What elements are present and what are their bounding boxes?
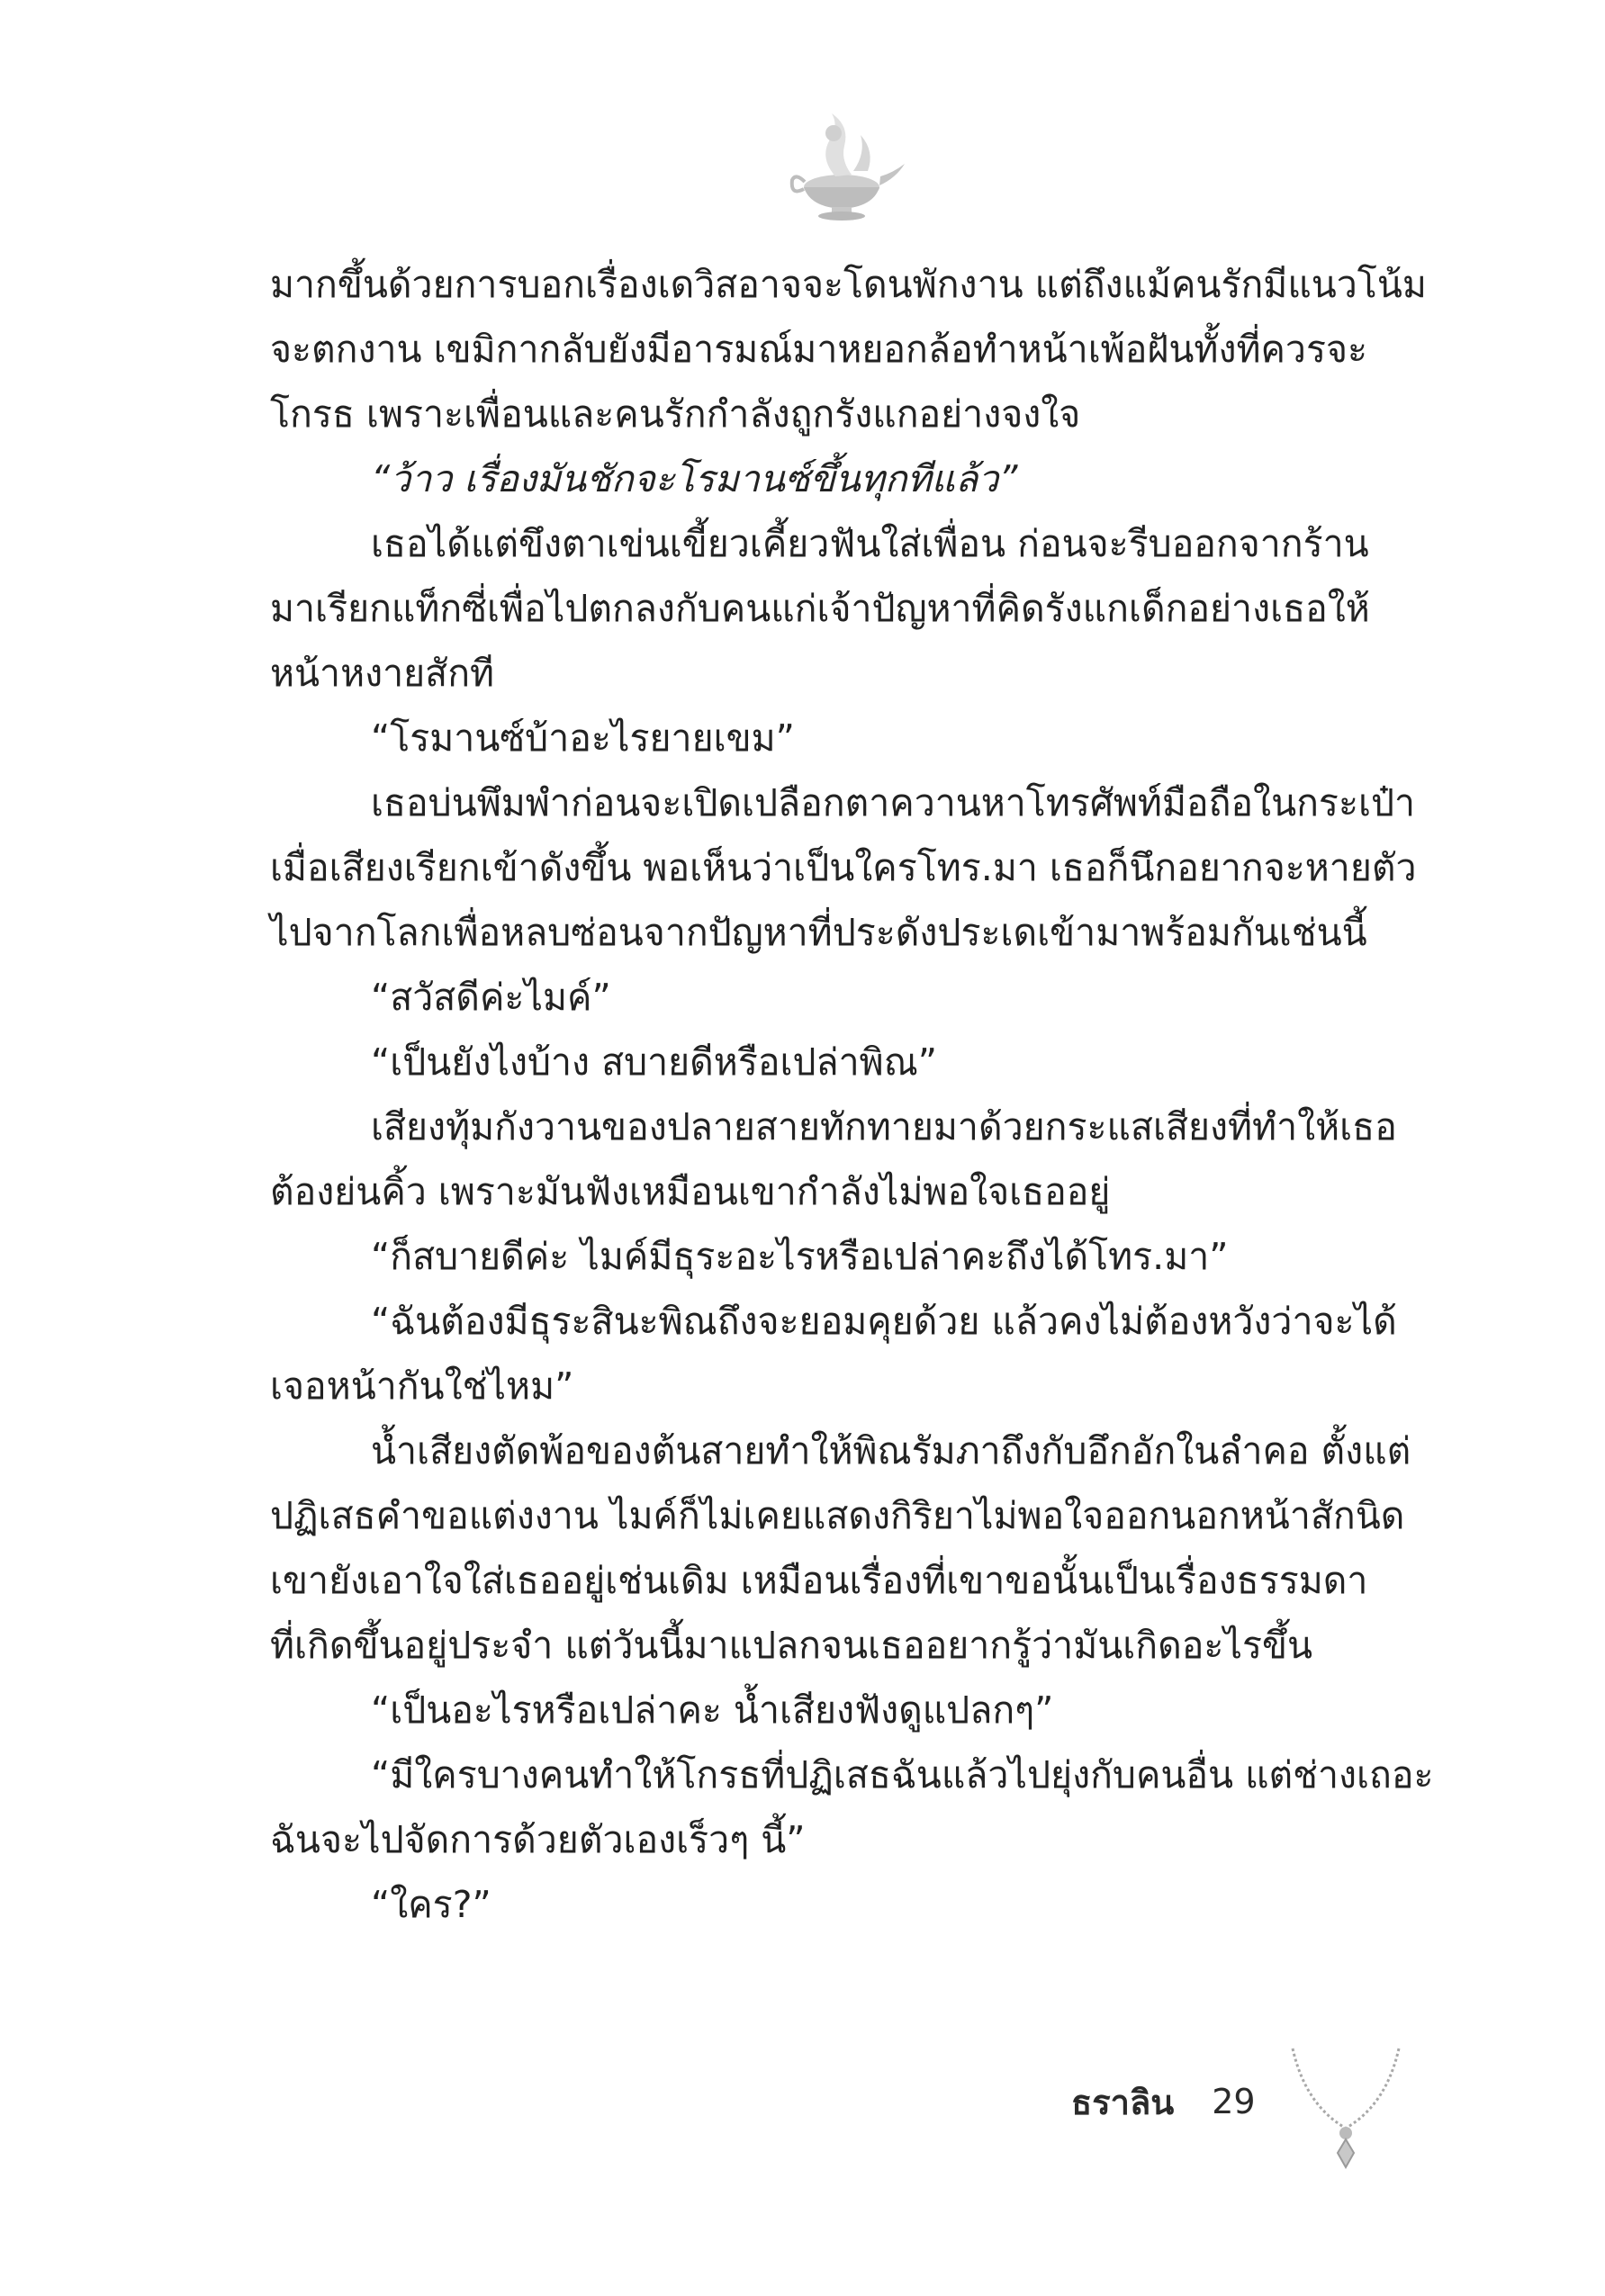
paragraph-line: ไปจากโลกเพื่อหลบซ่อนจากปัญหาที่ประดังประเดเข้ามาพร้อมกันเช่นนี้ bbox=[270, 911, 1367, 954]
genie-lamp-icon bbox=[774, 108, 909, 225]
chapter-text bbox=[270, 252, 1434, 1937]
necklace-icon bbox=[1287, 2041, 1404, 2176]
paragraph-line: เธอได้แต่ขึงตาเข่นเขี้ยวเคี้ยวฟันใส่เพื่อน ก่อนจะรีบออกจากร้าน bbox=[371, 522, 1369, 565]
paragraph-line: น้ำเสียงตัดพ้อของต้นสายทำให้พิณรัมภาถึงกับอึกอักในลำคอ ตั้งแต่ bbox=[371, 1429, 1411, 1472]
paragraph-line: ต้องย่นคิ้ว เพราะมันฟังเหมือนเขากำลังไม่พอใจเธออยู่ bbox=[270, 1170, 1111, 1213]
paragraph-line: โกรธ เพราะเพื่อนและคนรักกำลังถูกรังแกอย่างจงใจ bbox=[270, 392, 1081, 436]
paragraph-line: หน้าหงายสักที bbox=[270, 652, 495, 695]
paragraph-line: ฉันจะไปจัดการด้วยตัวเองเร็วๆ นี้” bbox=[270, 1818, 806, 1861]
paragraph-line: “สวัสดีค่ะไมค์” bbox=[371, 976, 611, 1019]
page-footer bbox=[1071, 2070, 1256, 2133]
paragraph-line: “เป็นอะไรหรือเปล่าคะ น้ำเสียงฟังดูแปลกๆ” bbox=[371, 1688, 1054, 1732]
paragraph-line: “ว้าว เรื่องมันชักจะโรมานซ์ขึ้นทุกทีแล้ว” bbox=[371, 457, 1018, 500]
paragraph-line: ที่เกิดขึ้นอยู่ประจำ แต่วันนี้มาแปลกจนเธออยากรู้ว่ามันเกิดอะไรขึ้น bbox=[270, 1624, 1313, 1667]
paragraph-line: เขายังเอาใจใส่เธออยู่เช่นเดิม เหมือนเรื่องที่เขาขอนั้นเป็นเรื่องธรรมดา bbox=[270, 1559, 1368, 1602]
paragraph-line: ปฏิเสธคำขอแต่งงาน ไมค์ก็ไม่เคยแสดงกิริยาไม่พอใจออกนอกหน้าสักนิด bbox=[270, 1494, 1405, 1537]
paragraph-line: จะตกงาน เขมิกากลับยังมีอารมณ์มาหยอกล้อทำหน้าเพ้อฝันทั้งที่ควรจะ bbox=[270, 328, 1368, 371]
paragraph-line: เจอหน้ากันใช่ไหม” bbox=[270, 1364, 574, 1408]
page-number: 29 bbox=[1212, 2082, 1256, 2121]
author-name: ธราลิน bbox=[1071, 2082, 1175, 2122]
paragraph-line: มากขึ้นด้วยการบอกเรื่องเดวิสอาจจะโดนพักงาน แต่ถึงแม้คนรักมีแนวโน้ม bbox=[270, 263, 1427, 306]
paragraph-line: “ก็สบายดีค่ะ ไมค์มีธุระอะไรหรือเปล่าคะถึงได้โทร.มา” bbox=[371, 1235, 1229, 1278]
paragraph-line: “ฉันต้องมีธุระสินะพิณถึงจะยอมคุยด้วย แล้วคงไม่ต้องหวังว่าจะได้ bbox=[371, 1300, 1397, 1343]
paragraph-line: เสียงทุ้มกังวานของปลายสายทักทายมาด้วยกระแสเสียงที่ทำให้เธอ bbox=[371, 1105, 1397, 1148]
paragraph-line: “โรมานซ์บ้าอะไรยายเขม” bbox=[371, 716, 795, 760]
paragraph-line: “เป็นยังไงบ้าง สบายดีหรือเปล่าพิณ” bbox=[371, 1040, 937, 1084]
paragraph-line: เมื่อเสียงเรียกเข้าดังขึ้น พอเห็นว่าเป็นใครโทร.มา เธอก็นึกอยากจะหายตัว bbox=[270, 846, 1417, 889]
paragraph-line: “ใคร?” bbox=[371, 1883, 491, 1926]
paragraph-line: “มีใครบางคนทำให้โกรธที่ปฏิเสธฉันแล้วไปยุ่งกับคนอื่น แต่ช่างเถอะ bbox=[371, 1753, 1434, 1796]
paragraph-line: เธอบ่นพึมพำก่อนจะเปิดเปลือกตาควานหาโทรศัพท์มือถือในกระเป๋า bbox=[371, 781, 1416, 824]
paragraph-line: มาเรียกแท็กซี่เพื่อไปตกลงกับคนแก่เจ้าปัญหาที่คิดรังแกเด็กอย่างเธอให้ bbox=[270, 587, 1370, 630]
